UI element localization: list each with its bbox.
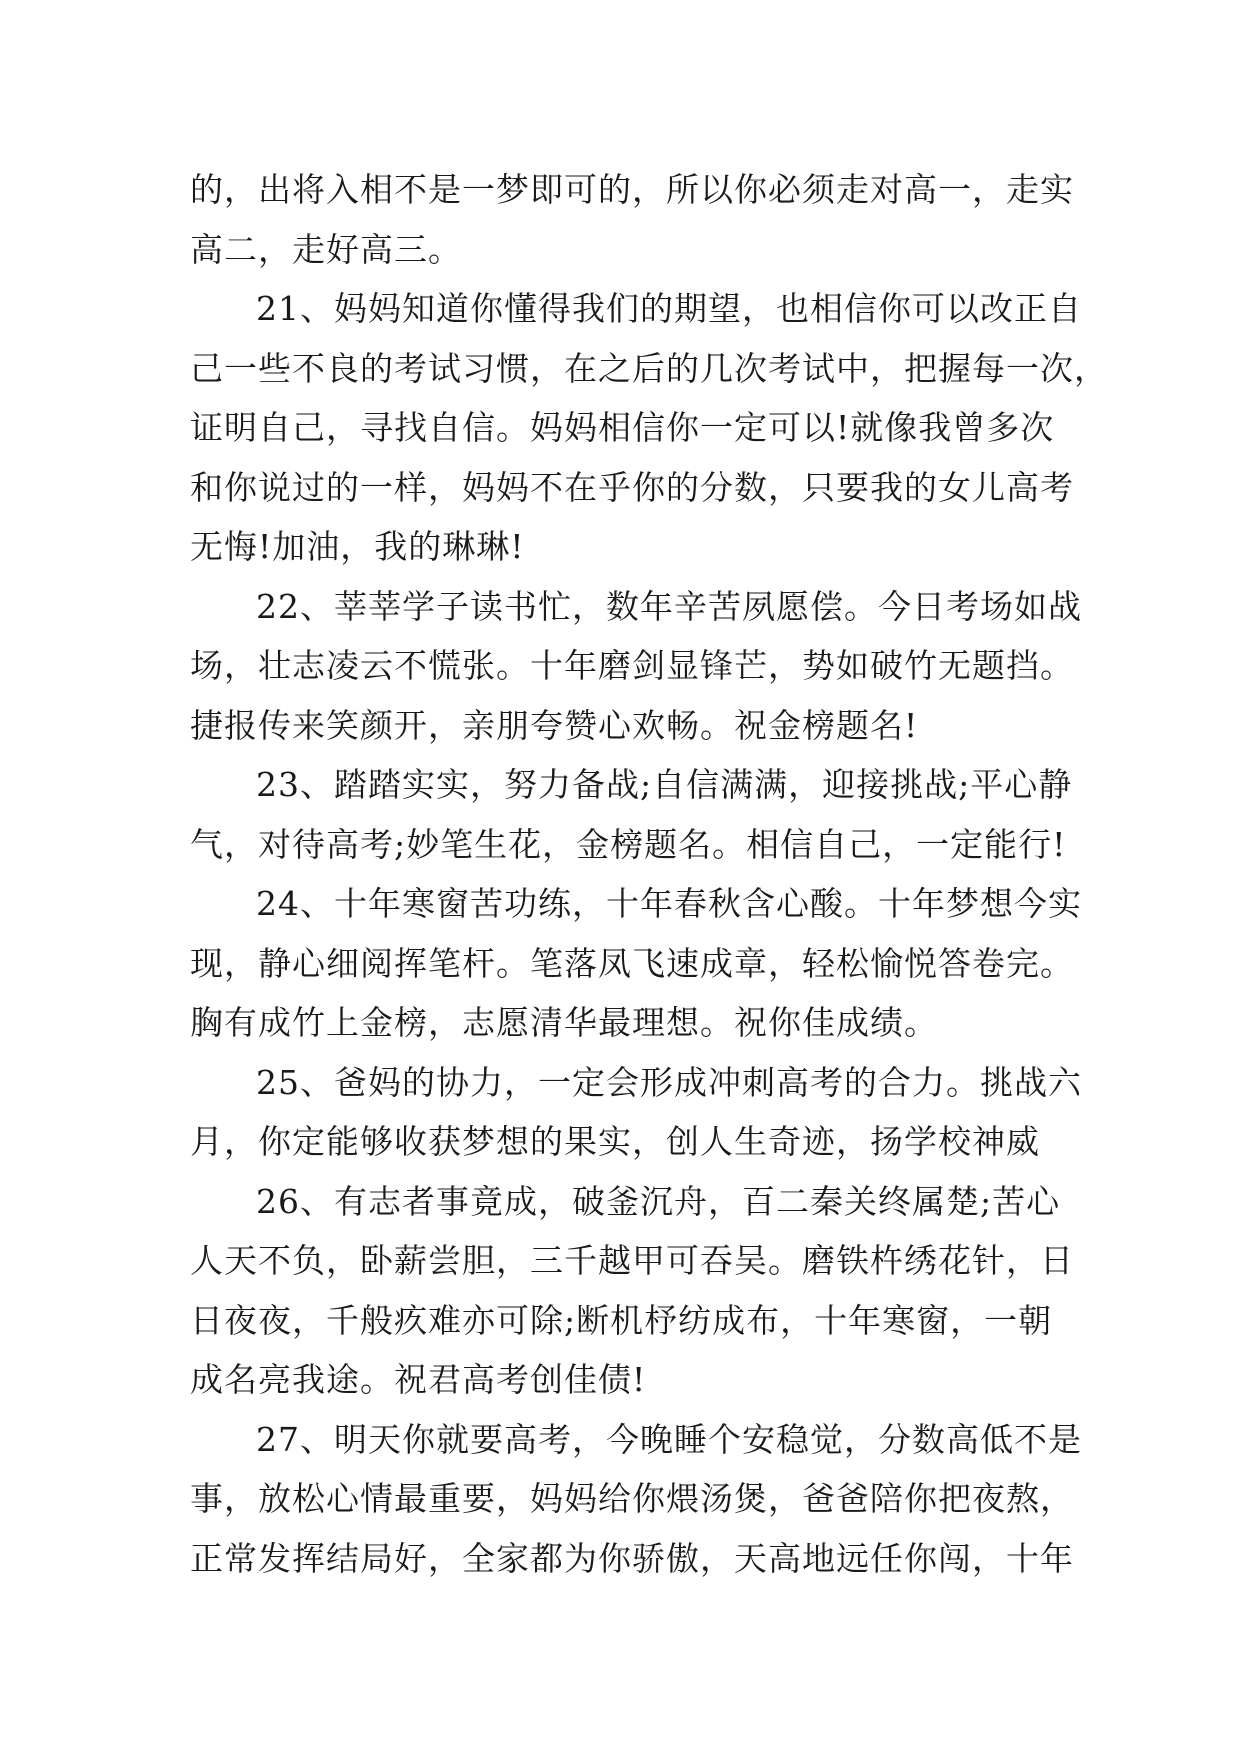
text-line: 场，壮志凌云不慌张。十年磨剑显锋芒，势如破竹无题挡。 (190, 646, 1074, 685)
paragraph-start-23: 23、踏踏实实，努力备战;自信满满，迎接挑战;平心静 (256, 765, 1073, 804)
paragraph-start-24: 24、十年寒窗苦功练，十年春秋含心酸。十年梦想今实 (256, 884, 1082, 923)
text-line: 高二，走好高三。 (190, 229, 462, 269)
text-line: 证明自己，寻找自信。妈妈相信你一定可以!就像我曾多次 (190, 408, 1055, 447)
text-line: 现，静心细阅挥笔杆。笔落凤飞速成章，轻松愉悦答卷完。 (190, 943, 1074, 983)
document-body (190, 160, 1108, 1588)
text-line: 无悔!加油，我的琳琳! (190, 527, 525, 566)
text-line: 己一些不良的考试习惯，在之后的几次考试中，把握每一次， (190, 348, 1108, 388)
paragraph-start-25: 25、爸妈的协力，一定会形成冲刺高考的合力。挑战六 (256, 1062, 1082, 1102)
text-line: 事，放松心情最重要，妈妈给你煨汤煲，爸爸陪你把夜熬， (190, 1479, 1074, 1518)
paragraph-start-21: 21、妈妈知道你懂得我们的期望，也相信你可以改正自 (256, 289, 1082, 328)
text-line: 捷报传来笑颜开，亲朋夸赞心欢畅。祝金榜题名! (190, 705, 919, 745)
text-line: 月，你定能够收获梦想的果实，创人生奇迹，扬学校神威 (190, 1122, 1040, 1161)
text-line: 成名亮我途。祝君高考创佳债! (190, 1360, 647, 1399)
text-line: 人天不负，卧薪尝胆，三千越甲可吞吴。磨铁杵绣花针，日 (190, 1241, 1074, 1280)
text-line: 正常发挥结局好，全家都为你骄傲，天高地远任你闯，十年 (190, 1538, 1074, 1578)
paragraph-start-27: 27、明天你就要高考，今晚睡个安稳觉，分数高低不是 (256, 1419, 1082, 1459)
paragraph-start-22: 22、莘莘学子读书忙，数年辛苦夙愿偿。今日考场如战 (256, 586, 1082, 626)
text-line: 和你说过的一样，妈妈不在乎你的分数，只要我的女儿高考 (190, 467, 1074, 507)
text-line: 气，对待高考;妙笔生花，金榜题名。相信自己，一定能行! (190, 824, 1067, 864)
text-line: 日夜夜，千般疚难亦可除;断机杼纺成布，十年寒窗，一朝 (190, 1300, 1053, 1340)
paragraph-start-26: 26、有志者事竟成，破釜沉舟，百二秦关终属楚;苦心 (256, 1181, 1061, 1221)
text-line: 的，出将入相不是一梦即可的，所以你必须走对高一，走实 (190, 170, 1074, 209)
text-line: 胸有成竹上金榜，志愿清华最理想。祝你佳成绩。 (190, 1003, 938, 1042)
